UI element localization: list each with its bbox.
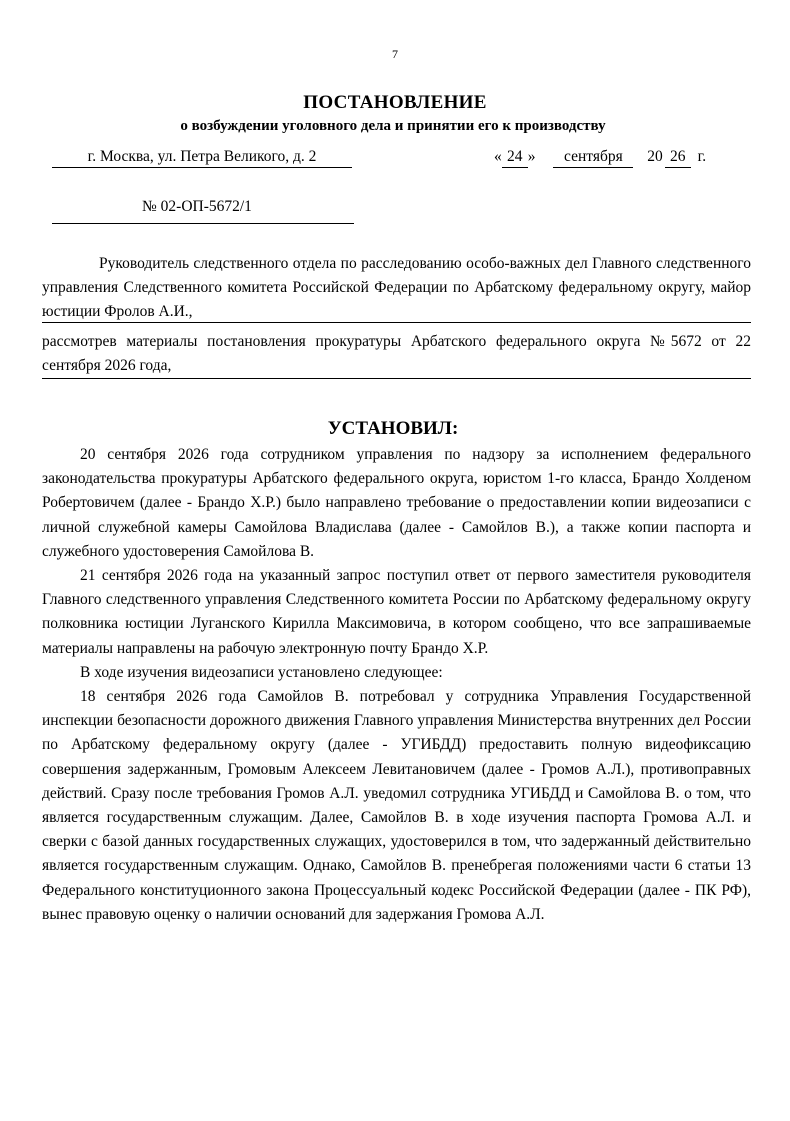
place-field: г. Москва, ул. Петра Великого, д. 2 <box>52 147 352 168</box>
date-century: 20 <box>647 148 663 165</box>
divider <box>42 378 751 379</box>
document-number-field <box>52 197 354 224</box>
body-paragraph: В ходе изучения видеозаписи установлено следующее: <box>80 663 443 681</box>
document-title: ПОСТАНОВЛЕНИЕ <box>303 92 487 113</box>
considered-paragraph: рассмотрев материалы постановления прокуратуры Арбатского федерального округа №5672 от 22 сентября 2026 года, <box>42 333 751 374</box>
page-number: 7 <box>392 47 398 61</box>
date-open-quote: « <box>494 148 502 165</box>
official-paragraph: Руководитель следственного отдела по расследованию особо-важных дел Главного следственного управления Следственного комитета Российской Федерации по Арбатскому федеральному округу, майор юстиции Фролов А.И., <box>42 255 751 320</box>
date-close-quote: » <box>527 148 536 165</box>
document-number: № 02-ОП-5672/1 <box>142 198 252 215</box>
date-year: 26 <box>665 147 691 168</box>
body-paragraph: 20 сентября 2026 года сотрудником управления по надзору за исполнением федерального законодательства прокуратуры Арбатского федерального округа, юристом 1-го класса, Брандо Холденом Робертовичем (далее - Брандо Х.Р.) было направлено требование о предоставлении копии видеозаписи с личной служебной камеры Самойлова Владислава (далее - Самойлов В.), а также копии паспорта и служебного удостоверения Самойлова В. <box>42 446 751 560</box>
established-body <box>42 443 751 927</box>
document-subtitle: о возбуждении уголовного дела и принятии его к производству <box>180 118 606 134</box>
date-field <box>494 147 706 167</box>
divider <box>42 322 751 323</box>
established-heading: УСТАНОВИЛ: <box>327 418 459 439</box>
date-suffix: г. <box>697 148 707 165</box>
body-paragraph: 18 сентября 2026 года Самойлов В. потребовал у сотрудника Управления Государственной инспекции безопасности дорожного движения Главного управления Министерства внутренних дел России по Арбатскому федеральному округу (далее - УГИБДД) предоставить полную видеофиксацию совершения задержанным, Громовым Алексеем Левитановичем (далее - Громов А.Л.), противоправных действий. Сразу после требования Громов А.Л. уведомил сотрудника УГИБДД и Самойлова В. о том, что является государственным служащим. Далее, Самойлов В. в ходе изучения паспорта Громова А.Л. и сверки с базой данных государственных служащих, удостоверился в том, что задержанный действительно является государственным служащим. Однако, Самойлов В. пренебрегая положениями части 6 статьи 13 Федерального конституционного закона Процессуальный кодекс Российской Федерации (далее - ПК РФ), вынес правовую оценку о наличии оснований для задержания Громова А.Л. <box>42 688 751 923</box>
date-month: сентября <box>553 147 633 168</box>
body-paragraph: 21 сентября 2026 года на указанный запрос поступил ответ от первого заместителя руководителя Главного следственного управления Следственного комитета России по Арбатскому федеральному округу полковника юстиции Луганского Кирилла Максимовича, в котором сообщено, что все запрашиваемые материалы направлены на рабочую электронную почту Брандо Х.Р. <box>42 567 751 657</box>
date-day: 24 <box>502 147 528 168</box>
